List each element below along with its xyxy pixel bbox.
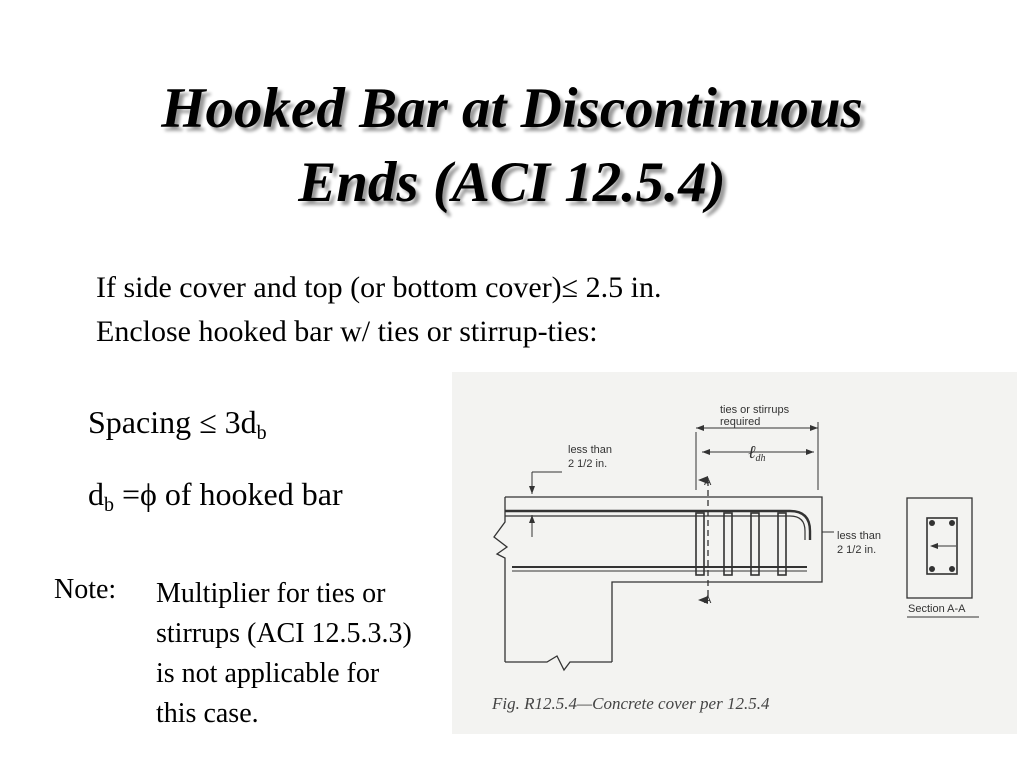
bar-diameter-definition xyxy=(88,476,343,517)
ldh-symbol: ℓ xyxy=(748,442,756,462)
ldh-subscript: dh xyxy=(755,453,766,464)
ldh-arrow-left xyxy=(702,449,710,455)
spacing-subscript: b xyxy=(256,422,267,444)
note-label: Note: xyxy=(54,574,117,605)
spacing-rule xyxy=(88,404,267,445)
section-marker-top: A xyxy=(704,476,712,488)
stirrup-4 xyxy=(778,513,786,575)
db-label: d xyxy=(88,476,104,512)
ldh-label xyxy=(748,442,766,464)
title-line-2: Ends (ACI 12.5.4) xyxy=(298,151,726,214)
intro-text xyxy=(96,266,661,354)
hooked-bar-bottom xyxy=(505,516,805,540)
ldh-arrow-right xyxy=(806,449,814,455)
ties-label-line-2: required xyxy=(720,416,761,428)
section-bar-1 xyxy=(929,520,935,526)
stirrup-3 xyxy=(751,513,759,575)
top-cover-label-line-2: 2 1/2 in. xyxy=(568,458,608,470)
figure-caption: Fig. R12.5.4—Concrete cover per 12.5.4 xyxy=(492,694,770,713)
section-aa-outline xyxy=(907,498,972,598)
section-aa-arrowhead xyxy=(930,543,938,549)
section-bar-4 xyxy=(949,566,955,572)
ties-arrow-right xyxy=(810,425,818,431)
top-cover-arrow-head xyxy=(529,486,535,494)
ties-arrow-left xyxy=(696,425,704,431)
spacing-label: Spacing ≤ 3d xyxy=(88,404,257,440)
note-line-3: is not applicable for xyxy=(156,658,380,689)
beam-outline xyxy=(505,497,822,662)
title-line-1: Hooked Bar at Discontinuous xyxy=(161,77,863,140)
top-cover-label-line-1: less than xyxy=(568,444,613,456)
note-line-4: this case. xyxy=(156,698,259,729)
section-bar-3 xyxy=(929,566,935,572)
hooked-bar-top xyxy=(505,511,810,540)
side-cover-label-line-1: less than xyxy=(837,530,882,542)
ties-label-line-1: ties or stirrups xyxy=(720,404,790,416)
intro-line-1: If side cover and top (or bottom cover)≤ 2.5 in. xyxy=(96,271,662,304)
note-line-2: stirrups (ACI 12.5.3.3) xyxy=(156,618,412,649)
note-line-1: Multiplier for ties or xyxy=(156,578,386,609)
figure-concrete-cover xyxy=(452,372,1017,734)
section-marker-bottom: A xyxy=(704,594,712,606)
db-definition: =ϕ of hooked bar xyxy=(114,476,343,512)
side-cover-label-line-2: 2 1/2 in. xyxy=(837,544,877,556)
column-left-edge xyxy=(494,497,507,662)
column-break-line xyxy=(505,656,612,670)
section-aa-label: Section A-A xyxy=(908,603,966,615)
section-bar-2 xyxy=(949,520,955,526)
intro-line-2: Enclose hooked bar w/ ties or stirrup-ties: xyxy=(96,315,598,348)
slide-title xyxy=(0,72,1024,220)
stirrup-2 xyxy=(724,513,732,575)
stirrup-1 xyxy=(696,513,704,575)
note-text xyxy=(156,574,412,734)
db-subscript: b xyxy=(104,494,114,516)
